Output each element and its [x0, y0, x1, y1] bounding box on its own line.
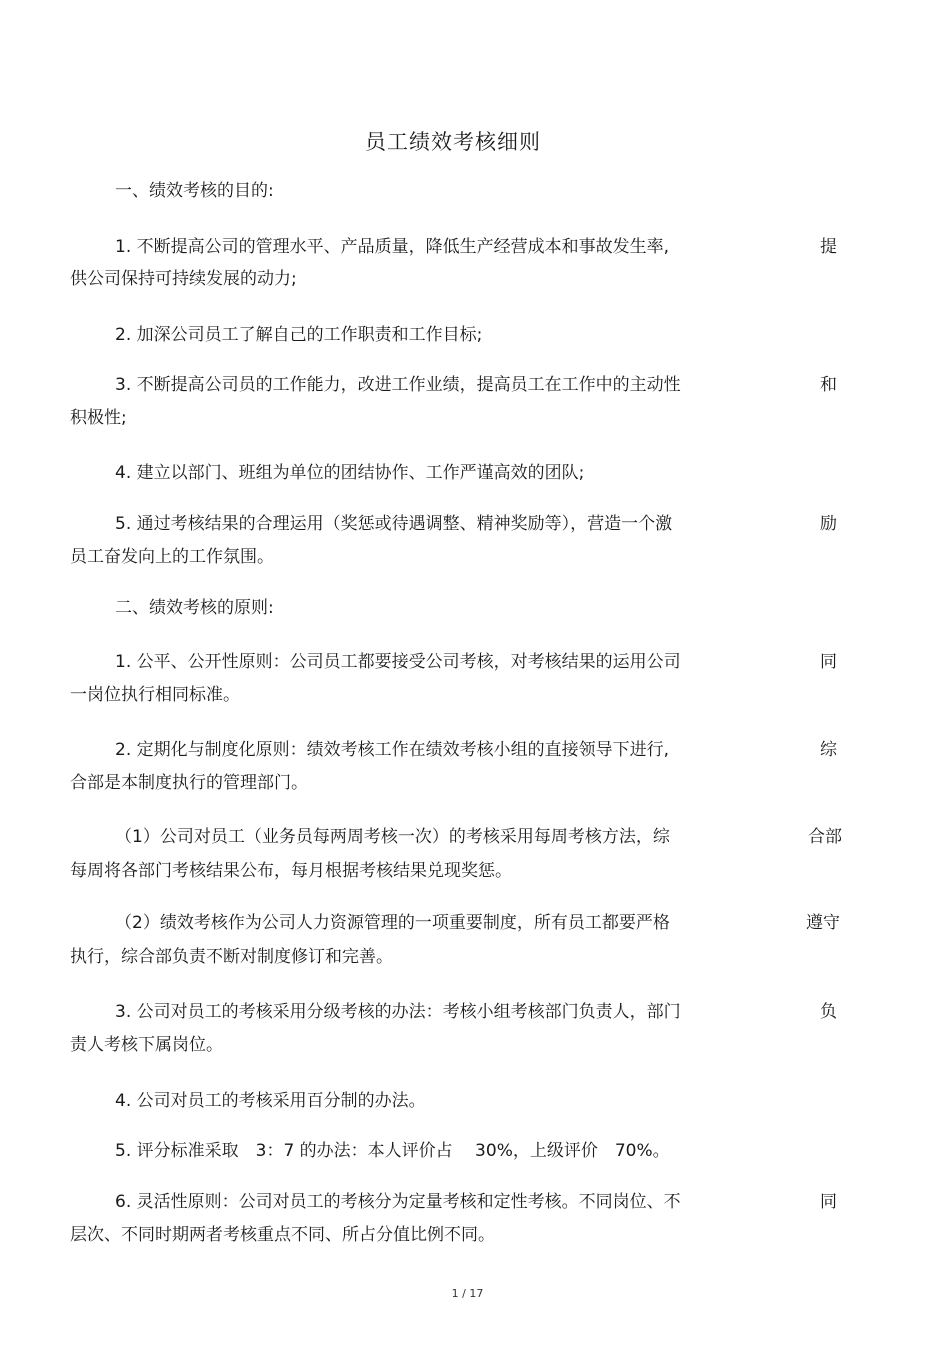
paragraph-2: 2. 加深公司员工了解自己的工作职责和工作目标;	[115, 325, 483, 345]
paragraph-5-line-1: 5. 通过考核结果的合理运用（奖惩或待遇调整、精神奖励等），营造一个激	[115, 514, 673, 534]
paragraph-1-right-char: 提	[820, 237, 837, 257]
principle-2-1-line-2: 每周将各部门考核结果公布，每月根据考核结果兑现奖惩。	[70, 861, 512, 881]
paragraph-5-line-2: 员工奋发向上的工作氛围。	[70, 547, 274, 567]
principle-4: 4. 公司对员工的考核采用百分制的办法。	[115, 1091, 426, 1111]
principle-2-2-line-2: 执行，综合部负责不断对制度修订和完善。	[70, 947, 393, 967]
paragraph-3-right-char: 和	[820, 375, 837, 395]
section-heading-purpose: 一、绩效考核的目的:	[115, 181, 274, 201]
paragraph-3-line-1: 3. 不断提高公司员的工作能力，改进工作业绩，提高员工在工作中的主动性	[115, 375, 681, 395]
section-heading-principles: 二、绩效考核的原则:	[115, 598, 274, 618]
principle-1-right-char: 同	[820, 652, 837, 672]
principle-1-line-1: 1. 公平、公开性原则：公司员工都要接受公司考核，对考核结果的运用公司	[115, 652, 681, 672]
principle-2-2-right-chars: 遵守	[806, 913, 840, 933]
principle-6-line-1: 6. 灵活性原则：公司对员工的考核分为定量考核和定性考核。不同岗位、不	[115, 1192, 681, 1212]
paragraph-1-line-2: 供公司保持可持续发展的动力;	[70, 269, 297, 289]
principle-2-2-line-1: （2）绩效考核作为公司人力资源管理的一项重要制度，所有员工都要严格	[115, 913, 670, 933]
principle-3-line-1: 3. 公司对员工的考核采用分级考核的办法：考核小组考核部门负责人，部门	[115, 1002, 681, 1022]
principle-2-1-right-chars: 合部	[808, 827, 842, 847]
principle-3-right-char: 负	[820, 1002, 837, 1022]
principle-5: 5. 评分标准采取 3：7 的办法：本人评价占 30%，上级评价 70%。	[115, 1141, 670, 1161]
principle-3-line-2: 责人考核下属岗位。	[70, 1035, 223, 1055]
paragraph-1-line-1: 1. 不断提高公司的管理水平、产品质量，降低生产经营成本和事故发生率,	[115, 237, 670, 257]
document-title: 员工绩效考核细则	[365, 130, 541, 154]
principle-2-line-2: 合部是本制度执行的管理部门。	[70, 773, 308, 793]
page-number: 1 / 17	[451, 1287, 484, 1300]
paragraph-4: 4. 建立以部门、班组为单位的团结协作、工作严谨高效的团队;	[115, 463, 585, 483]
principle-2-line-1: 2. 定期化与制度化原则：绩效考核工作在绩效考核小组的直接领导下进行,	[115, 740, 670, 760]
paragraph-5-right-char: 励	[820, 514, 837, 534]
principle-6-right-char: 同	[820, 1192, 837, 1212]
principle-6-line-2: 层次、不同时期两者考核重点不同、所占分值比例不同。	[70, 1225, 495, 1245]
principle-2-right-char: 综	[820, 740, 837, 760]
principle-1-line-2: 一岗位执行相同标准。	[70, 685, 240, 705]
paragraph-3-line-2: 积极性;	[70, 408, 127, 428]
principle-2-1-line-1: （1）公司对员工（业务员每两周考核一次）的考核采用每周考核方法，综	[115, 827, 670, 847]
